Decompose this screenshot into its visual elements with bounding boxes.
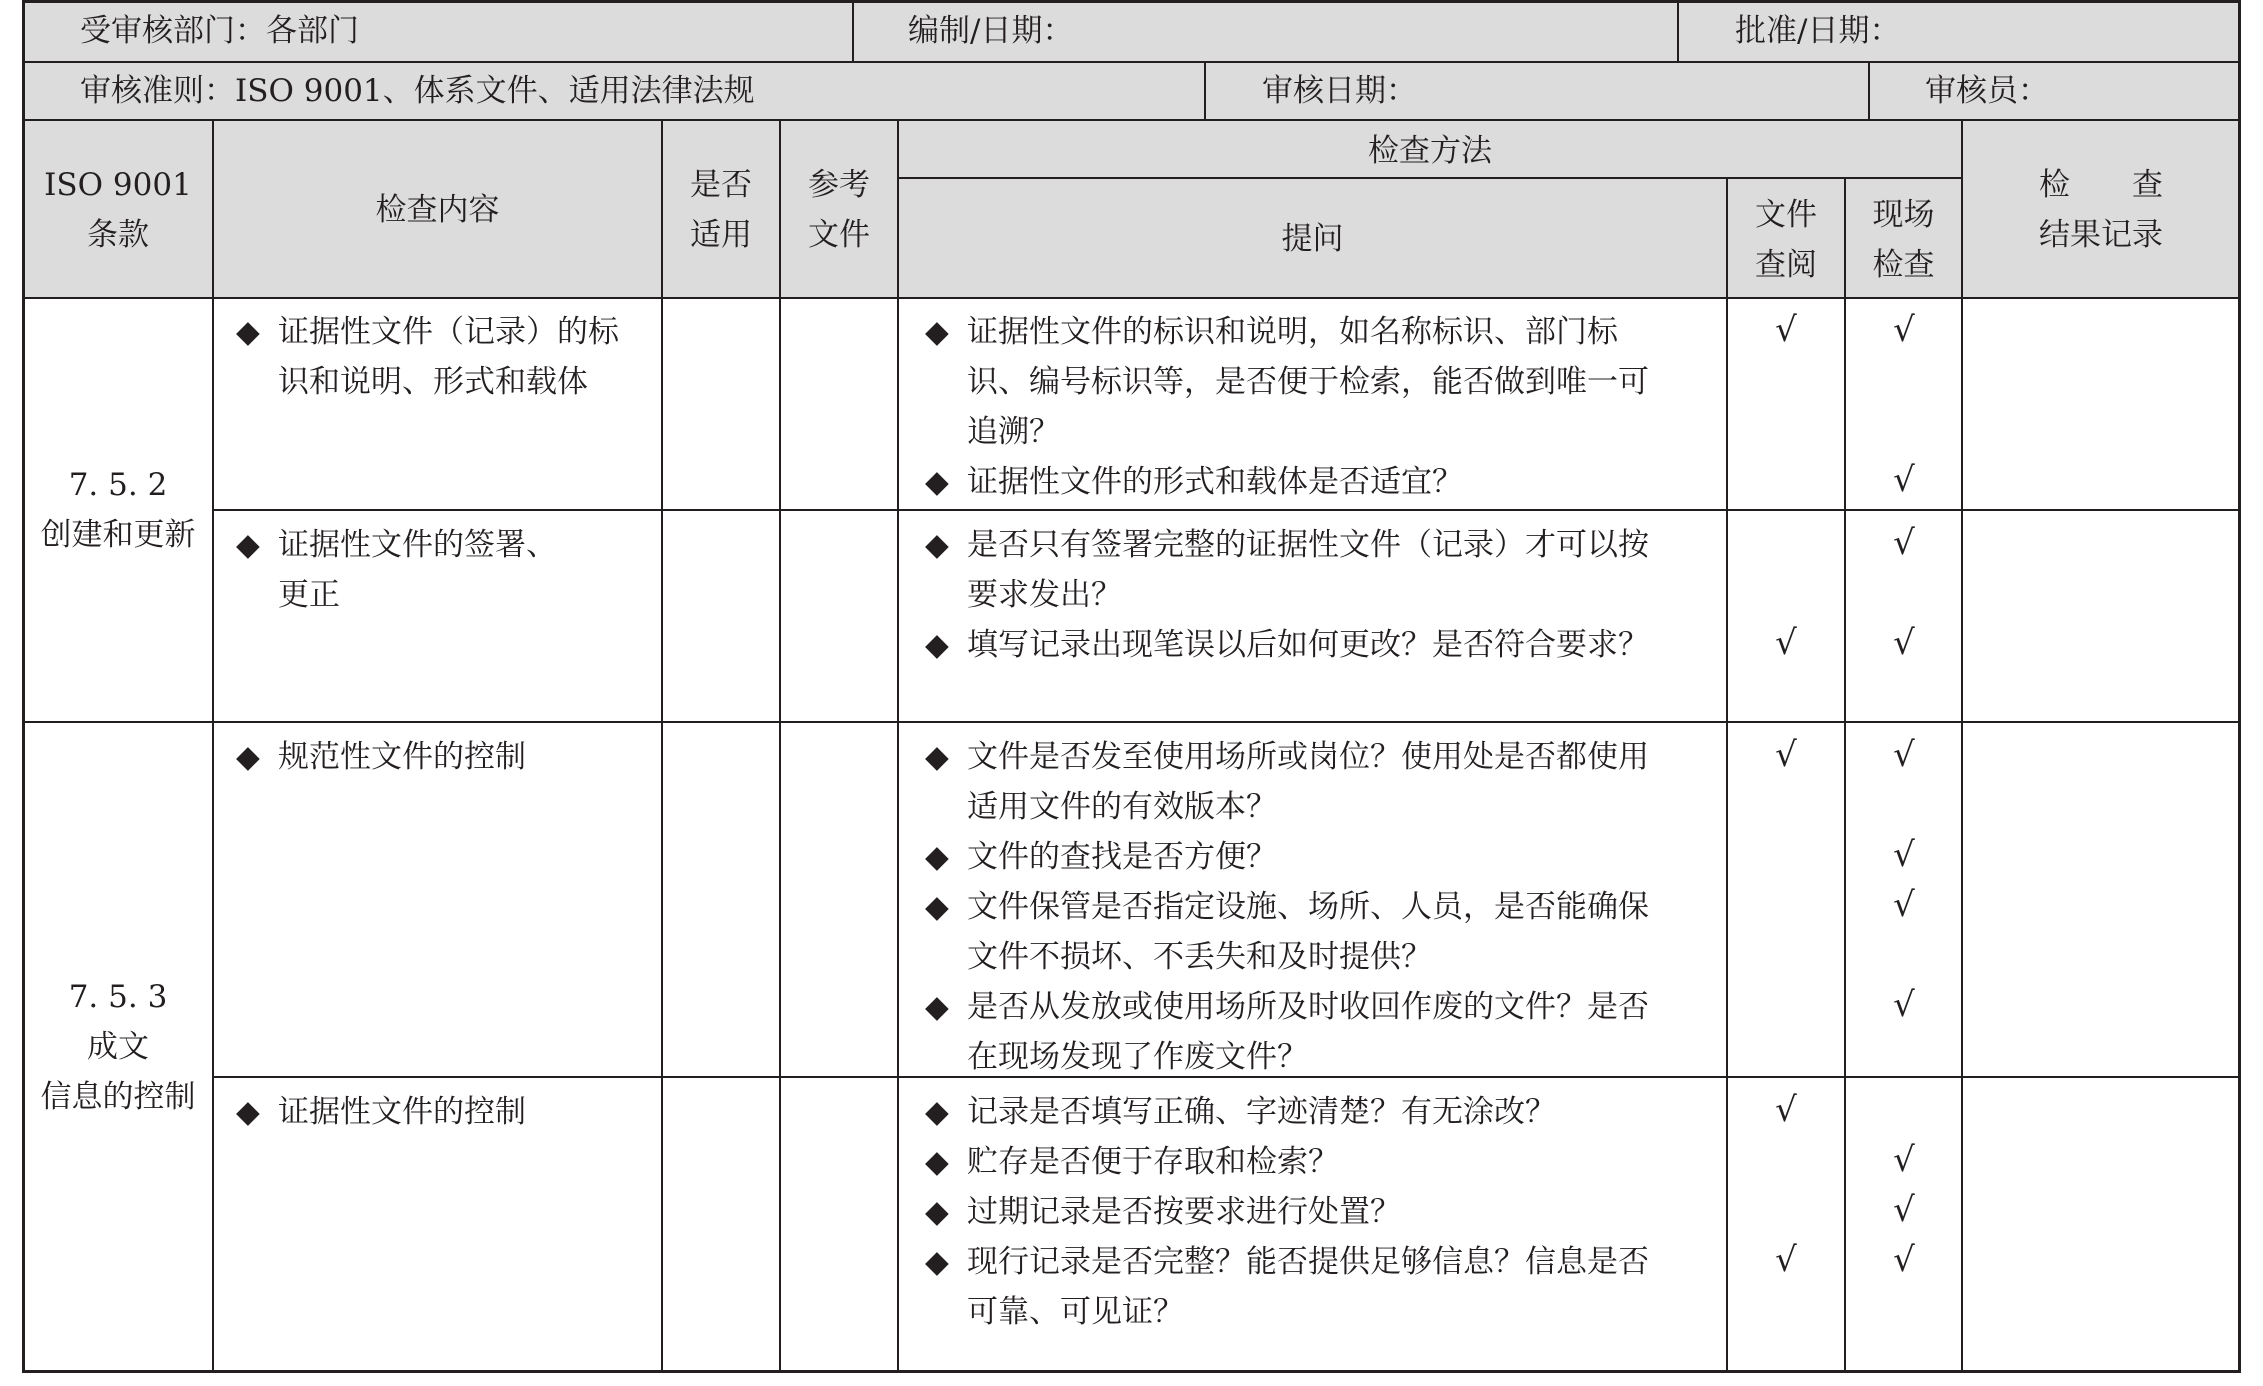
onsite-check-icon: √: [1893, 985, 1915, 1025]
question-item: [925, 982, 1649, 1032]
check-content-text: 证据性文件的签署、: [278, 527, 557, 563]
question-text: 是否只有签署完整的证据性文件（记录）才可以按: [967, 527, 1649, 563]
approved-by-date: 批准/日期：: [1735, 13, 1901, 49]
onsite-check-icon: √: [1893, 460, 1915, 500]
check-content-text: 规范性文件的控制: [278, 739, 526, 775]
grid-line: [779, 120, 781, 1372]
clause-7-5-2-title: 创建和更新: [40, 517, 196, 553]
question-text: 填写记录出现笔误以后如何更改？是否符合要求？: [967, 627, 1649, 663]
col-onsite-line1: 现场: [1872, 197, 1935, 233]
grid-line: [1844, 178, 1846, 1372]
onsite-check-icon: √: [1893, 1190, 1915, 1230]
onsite-check-icon: √: [1893, 523, 1915, 563]
clause-7-5-3-title-line1: 成文: [87, 1029, 149, 1065]
col-doc-review-line2: 查阅: [1755, 247, 1817, 283]
doc-review-check-icon: √: [1775, 735, 1797, 775]
col-question: 提问: [1281, 221, 1344, 257]
check-content-text: 证据性文件的控制: [278, 1094, 526, 1130]
check-content-item: [236, 1087, 526, 1137]
doc-review-check-icon: √: [1775, 1090, 1797, 1130]
check-content-text: 证据性文件（记录）的标: [278, 314, 619, 350]
check-content-item: [236, 307, 619, 357]
bullet-icon: ◆: [925, 1094, 949, 1130]
col-result-line2: 结果记录: [2039, 217, 2163, 253]
bullet-icon: ◆: [925, 1144, 949, 1180]
bullet-icon: ◆: [925, 1244, 949, 1280]
doc-review-check-icon: √: [1775, 623, 1797, 663]
question-item: [925, 882, 1649, 932]
grid-line: [1726, 178, 1728, 1372]
grid-line: [23, 61, 2240, 63]
bullet-icon: ◆: [925, 989, 949, 1025]
grid-line: [1961, 120, 1963, 1372]
col-reference-line1: 参考: [808, 167, 870, 203]
col-applicable-line2: 适用: [690, 217, 752, 253]
grid-line: [23, 721, 2240, 723]
check-content-item: [236, 520, 557, 570]
compiled-by-date: 编制/日期：: [908, 13, 1074, 49]
question-item: [925, 1237, 1649, 1287]
question-item: [925, 1087, 1556, 1137]
question-item: [925, 832, 1277, 882]
col-onsite-line2: 检查: [1872, 247, 1935, 283]
onsite-check-icon: √: [1893, 623, 1915, 663]
question-item: [925, 307, 1618, 357]
grid-line: [1868, 62, 1870, 120]
clause-7-5-2-number: 7. 5. 2: [68, 467, 168, 503]
question-text: 过期记录是否按要求进行处置？: [967, 1194, 1401, 1230]
bullet-icon: ◆: [925, 464, 949, 500]
question-text: 适用文件的有效版本？: [967, 789, 1277, 825]
check-content-text: 识和说明、形式和载体: [278, 364, 588, 400]
grid-line: [1204, 62, 1206, 120]
question-text: 在现场发现了作废文件？: [967, 1039, 1308, 1075]
question-text: 追溯？: [967, 414, 1060, 450]
question-text: 证据性文件的形式和载体是否适宜？: [967, 464, 1463, 500]
question-text: 证据性文件的标识和说明，如名称标识、部门标: [967, 314, 1618, 350]
grid-line: [23, 297, 2240, 299]
question-item: [925, 1137, 1339, 1187]
bullet-icon: ◆: [236, 739, 260, 775]
table-border-top: [23, 0, 2240, 3]
clause-7-5-3-title-line2: 信息的控制: [40, 1079, 196, 1115]
col-clause-line2: 条款: [87, 217, 149, 253]
bullet-icon: ◆: [236, 314, 260, 350]
grid-line: [212, 120, 214, 1372]
grid-line: [661, 120, 663, 1372]
col-check-content: 检查内容: [375, 192, 500, 228]
col-doc-review-line1: 文件: [1755, 197, 1817, 233]
grid-line: [897, 120, 899, 1372]
question-text: 记录是否填写正确、字迹清楚？有无涂改？: [967, 1094, 1556, 1130]
onsite-check-icon: √: [1893, 835, 1915, 875]
question-text: 文件保管是否指定设施、场所、人员，是否能确保: [967, 889, 1649, 925]
clause-7-5-3-number: 7. 5. 3: [68, 979, 168, 1015]
question-text: 可靠、可见证？: [967, 1294, 1184, 1330]
question-text: 现行记录是否完整？能否提供足够信息？信息是否: [967, 1244, 1649, 1280]
table-border-bottom: [23, 1370, 2240, 1373]
check-content-item: [236, 732, 526, 782]
auditee-department: 受审核部门：各部门: [80, 13, 359, 49]
question-text: 要求发出？: [967, 577, 1122, 613]
auditor: 审核员：: [1925, 73, 2049, 109]
question-text: 文件是否发至使用场所或岗位？使用处是否都使用: [967, 739, 1649, 775]
col-reference-line2: 文件: [808, 217, 870, 253]
bullet-icon: ◆: [925, 1194, 949, 1230]
col-applicable-line1: 是否: [690, 167, 752, 203]
bullet-icon: ◆: [925, 739, 949, 775]
question-item: [925, 732, 1649, 782]
grid-line: [213, 509, 2240, 511]
grid-line: [23, 119, 2240, 121]
onsite-check-icon: √: [1893, 885, 1915, 925]
question-text: 是否从发放或使用场所及时收回作废的文件？是否: [967, 989, 1649, 1025]
question-text: 文件不损坏、不丢失和及时提供？: [967, 939, 1432, 975]
question-text: 贮存是否便于存取和检索？: [967, 1144, 1339, 1180]
bullet-icon: ◆: [925, 627, 949, 663]
doc-review-check-icon: √: [1775, 1240, 1797, 1280]
table-border-left: [22, 0, 25, 1373]
onsite-check-icon: √: [1893, 1140, 1915, 1180]
bullet-icon: ◆: [236, 527, 260, 563]
table-border-right: [2238, 0, 2241, 1373]
grid-line: [213, 1076, 2240, 1078]
grid-line: [1677, 0, 1679, 62]
bullet-icon: ◆: [925, 314, 949, 350]
bullet-icon: ◆: [925, 889, 949, 925]
check-content-text: 更正: [278, 577, 340, 613]
bullet-icon: ◆: [925, 527, 949, 563]
grid-line: [898, 177, 1962, 179]
onsite-check-icon: √: [1893, 735, 1915, 775]
col-check-method: 检查方法: [1368, 133, 1492, 169]
audit-criteria: 审核准则：ISO 9001、体系文件、适用法律法规: [80, 73, 755, 109]
question-item: [925, 1187, 1401, 1237]
question-item: [925, 520, 1649, 570]
grid-line: [852, 0, 854, 62]
question-text: 文件的查找是否方便？: [967, 839, 1277, 875]
onsite-check-icon: √: [1893, 310, 1915, 350]
question-text: 识、编号标识等，是否便于检索，能否做到唯一可: [967, 364, 1649, 400]
bullet-icon: ◆: [236, 1094, 260, 1130]
doc-review-check-icon: √: [1775, 310, 1797, 350]
audit-date: 审核日期：: [1262, 73, 1417, 109]
onsite-check-icon: √: [1893, 1240, 1915, 1280]
col-result-line1: 检 查: [2039, 167, 2163, 203]
col-clause-line1: ISO 9001: [44, 167, 192, 203]
bullet-icon: ◆: [925, 839, 949, 875]
question-item: [925, 457, 1463, 507]
question-item: [925, 620, 1649, 670]
